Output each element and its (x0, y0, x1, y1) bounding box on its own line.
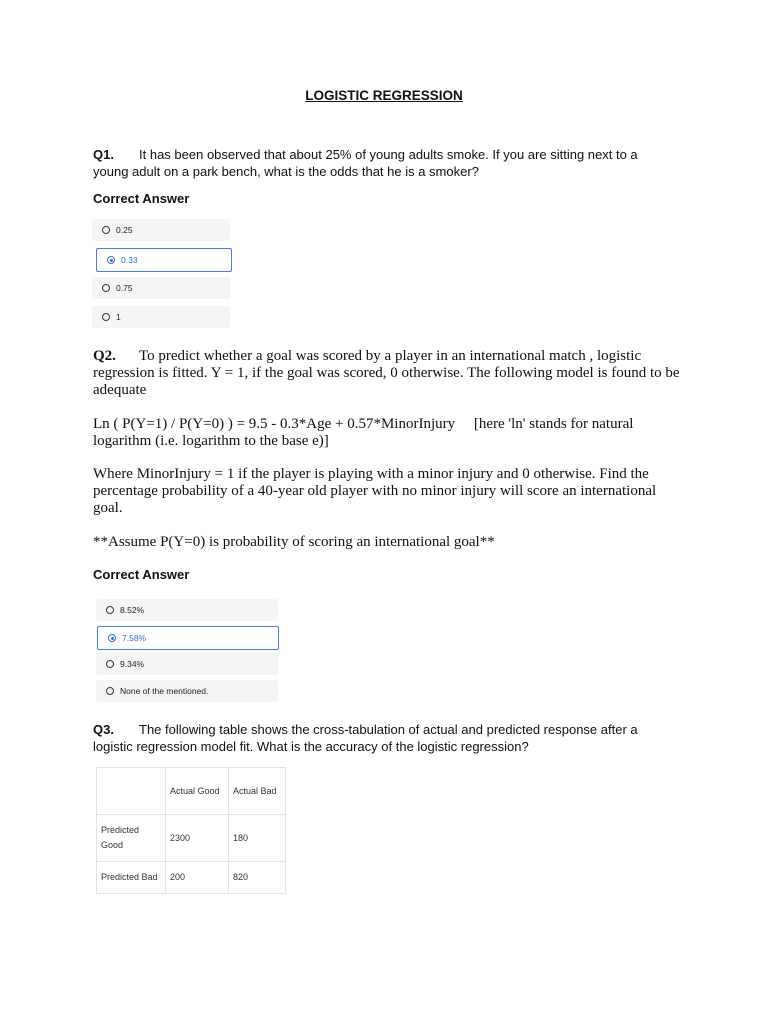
q1-option-2-label: 0.33 (121, 255, 138, 265)
q2-formula: Ln ( P(Y=1) / P(Y=0) ) = 9.5 - 0.3*Age + 0.57*MinorInjury [here 'ln' stands for natural logarithm (i.e. logarithm to the base e)] (93, 416, 638, 449)
page-title: LOGISTIC REGRESSION (305, 88, 463, 103)
q1-option-3[interactable] (92, 277, 230, 299)
table-cell: 820 (229, 862, 286, 894)
q2-option-1-label: 8.52% (120, 605, 145, 615)
table-header-row (97, 768, 286, 815)
q2-option-2-label: 7.58% (122, 633, 147, 643)
q2-option-3-label: 9.34% (120, 659, 145, 669)
q2-assumption: **Assume P(Y=0) is probability of scoring an international goal** (93, 534, 495, 550)
table-cell: 180 (229, 815, 286, 862)
q3-text: The following table shows the cross-tabulation of actual and predicted response after a logistic regression model fit. What is the accuracy of the logistic regression? (93, 722, 638, 754)
table-cell: 200 (166, 862, 229, 894)
q1-option-1[interactable] (92, 219, 230, 241)
q2-number: Q2. (93, 348, 116, 364)
radio-selected-icon[interactable] (107, 256, 115, 264)
radio-icon[interactable] (102, 284, 110, 292)
q1-number: Q1. (93, 147, 114, 162)
q1-option-2-selected[interactable] (96, 248, 232, 272)
radio-selected-icon[interactable] (108, 634, 116, 642)
table-header-cell: Actual Bad (229, 768, 286, 815)
table-header-cell-empty (97, 768, 166, 815)
q1-option-4[interactable] (92, 306, 230, 328)
radio-icon[interactable] (106, 660, 114, 668)
q2-option-4[interactable] (96, 680, 278, 702)
q2-correct-answer-label: Correct Answer (93, 567, 190, 582)
cross-tab-table (96, 767, 286, 894)
q1-option-3-label: 0.75 (116, 283, 133, 293)
table-row-label: Predicted Bad (97, 862, 166, 894)
radio-icon[interactable] (106, 687, 114, 695)
table-row-label: Predicted Good (97, 815, 166, 862)
q2-option-3[interactable] (96, 653, 278, 675)
radio-icon[interactable] (106, 606, 114, 614)
q2-where: Where MinorInjury = 1 if the player is playing with a minor injury and 0 otherwise. Find the percentage probability of a 40-year old player with no minor injury will score an international goal. (93, 466, 657, 516)
radio-icon[interactable] (102, 313, 110, 321)
q3-number: Q3. (93, 722, 114, 737)
q3-question (93, 721, 678, 755)
table-cell: 2300 (166, 815, 229, 862)
table-header-cell: Actual Good (166, 768, 229, 815)
q1-correct-answer-label: Correct Answer (93, 191, 190, 206)
q1-option-4-label: 1 (116, 312, 121, 322)
q1-question (93, 146, 673, 180)
q2-option-1[interactable] (96, 599, 278, 621)
q1-option-1-label: 0.25 (116, 225, 133, 235)
q1-text: It has been observed that about 25% of young adults smoke. If you are sitting next to a young adult on a park bench, what is the odds that he is a smoker? (93, 147, 638, 179)
table-row (97, 862, 286, 894)
table-row (97, 815, 286, 862)
q2-text: To predict whether a goal was scored by a player in an international match , logistic regression is fitted. Y = 1, if the goal was scored, 0 otherwise. The following model is found to be adequate (93, 348, 680, 398)
q2-question (93, 348, 683, 399)
radio-icon[interactable] (102, 226, 110, 234)
q2-option-2-selected[interactable] (97, 626, 279, 650)
q2-option-4-label: None of the mentioned. (120, 686, 209, 696)
